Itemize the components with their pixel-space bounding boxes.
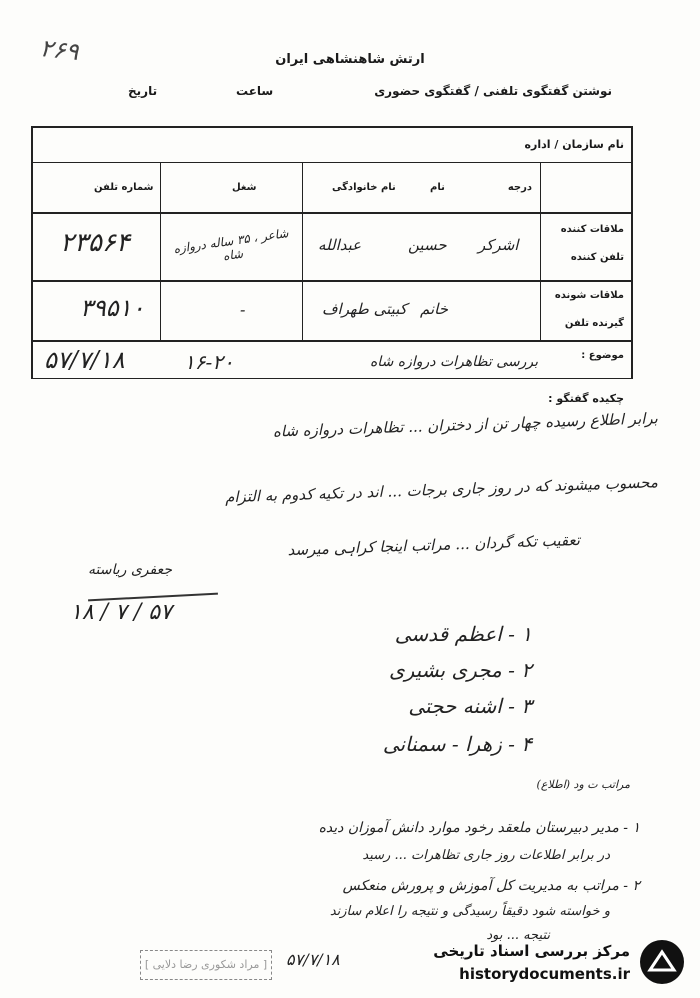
table-col-line (540, 162, 541, 342)
date-label: تاریخ (128, 84, 158, 98)
list-item: ۲ - مجری بشیری (388, 658, 532, 682)
bottom-date: ۵۷/۷/۱۸ (286, 950, 340, 969)
paragraph-line: تعقیب تکه گردان ... مراتب اینجا کراہی میرسد (287, 530, 581, 560)
col-first-name: نام (430, 182, 445, 193)
signature-date: ۱۸ / ۷ / ۵۷ (70, 600, 172, 625)
page-number: ۲۶۹ (38, 34, 81, 66)
host-first-name: خانم (420, 300, 449, 318)
form-type-label: نوشتن گفتگوی تلفنی / گفتگوی حضوری (374, 84, 612, 98)
table-border-right (631, 126, 633, 378)
visitor-label: ملاقات کننده (560, 224, 624, 235)
note-line: ۱ - مدیر دبیرستان ملعقد رخود موارد دانش آموزان دیده (318, 820, 640, 836)
note-line: و خواسته شود دقیقاً رسیدگی و نتیجه را اعلام سازند (329, 904, 610, 919)
col-phone: شماره تلفن (94, 182, 154, 193)
visitor-first-name: حسین (408, 236, 447, 254)
topic-time: ۱۶-۲۰ (184, 350, 234, 374)
host-job: - (240, 300, 246, 319)
host-phone: ۳۹۵۱۰ (80, 294, 145, 322)
signature: جعفری ریاسته (88, 562, 173, 578)
visitor-last-name: عبدالله (318, 236, 362, 254)
table-col-line (160, 162, 161, 342)
table-line (31, 162, 633, 163)
summary-label: چکیده گفتگو : (548, 392, 624, 405)
table-col-line (302, 162, 303, 342)
visitor-rank: اشرکر (478, 236, 519, 254)
table-line (31, 340, 633, 342)
stamp: [ مراد شکوری رضا دلایی ] (140, 950, 272, 980)
receiver-label: گیرنده تلفن (564, 318, 624, 329)
table-border-left (31, 126, 33, 378)
host-label: ملاقات شونده (554, 290, 624, 301)
col-rank: درجه (507, 182, 532, 193)
org-label: نام سازمان / اداره (524, 138, 624, 151)
archive-logo-icon (640, 940, 684, 984)
watermark-url: historydocuments.ir (459, 965, 630, 983)
col-job: شغل (232, 182, 257, 193)
topic-value: بررسی تظاهرات دروازه شاه (369, 354, 538, 370)
list-item: ۳ - اشنه حجتی (408, 694, 532, 718)
list-item: ۴ - زهرا - سمنانی (382, 732, 532, 756)
note-line: ۲ - مراتب به مدیریت کل آموزش و پرورش منعکس (342, 878, 640, 894)
table-line (31, 378, 633, 379)
watermark-title: مرکز بررسی اسناد تاریخی (433, 942, 630, 960)
page-title: ارتش شاهنشاهی ایران (275, 52, 425, 67)
col-last-name: نام خانوادگی (332, 182, 396, 193)
paragraph-line: برابر اطلاع رسیده چهار تن از دختران ... تظاهرات دروازه شاه (272, 409, 659, 441)
topic-date: ۵۷/۷/۱۸ (44, 346, 125, 374)
paragraph-line: محسوب میشوند که در روز جاری برجات ... اند در تکیه کدوم به التزام (224, 473, 659, 507)
time-label: ساعت (236, 84, 274, 98)
notes-heading: مراتب ت ود (اطلاع) (536, 778, 630, 791)
note-line: نتیجه ... بود (486, 928, 550, 943)
visitor-phone: ۲۳۵۶۴ (60, 228, 130, 258)
caller-label: تلفن کننده (570, 252, 624, 263)
note-line: در برابر اطلاعات روز جاری تظاهرات ... رسید (362, 848, 610, 863)
table-border-top (31, 126, 633, 128)
table-line (31, 280, 633, 282)
topic-label: موضوع : (581, 350, 624, 361)
table-line (31, 212, 633, 214)
visitor-job: شاعر ، ۳۵ ساله دروازه شاه (172, 226, 290, 264)
list-item: ۱ - اعظم قدسی (394, 622, 532, 646)
host-last-name: کبیتی طهراف (322, 300, 407, 318)
